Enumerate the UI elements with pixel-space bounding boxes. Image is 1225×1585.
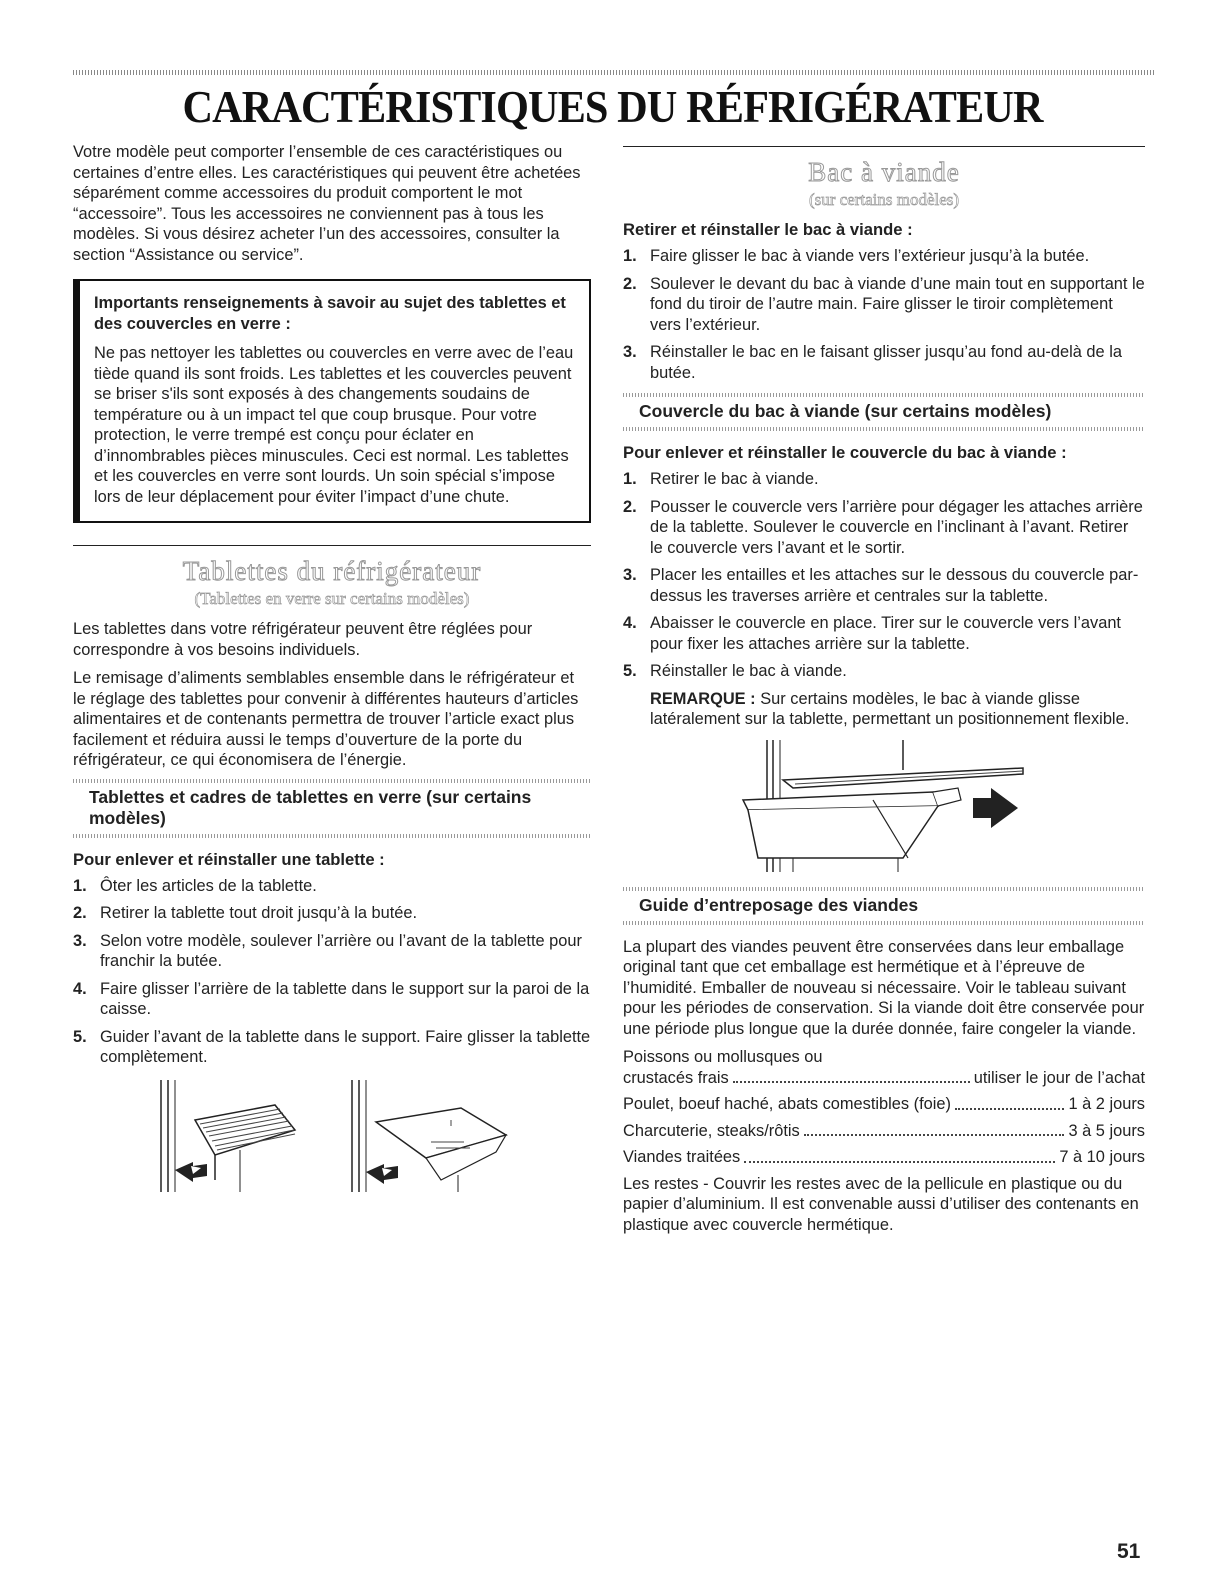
list-item: 4. Abaisser le couvercle en place. Tirer sur le couvercle vers l’avant pour fixer les attaches arrière sur la tablette. xyxy=(623,614,1121,653)
meat-drawer-illustration xyxy=(733,740,1033,875)
shelves-subtitle: (Tablettes en verre sur certains modèles) xyxy=(194,589,470,608)
storage-table xyxy=(623,1068,1145,1168)
table-row: Poulet, boeuf haché, abats comestibles (foie) 1 à 2 jours xyxy=(623,1095,1145,1113)
top-rule xyxy=(73,70,1155,75)
meat-drawer-title: Bac à viande xyxy=(808,157,960,187)
list-item: 5. Réinstaller le bac à viande. REMARQUE : Sur certains modèles, le bac à viande glisse latéralement sur la tablette, permettant un positionnement flexible. xyxy=(623,661,1145,730)
shelves-title: Tablettes du réfrigérateur xyxy=(182,556,482,586)
glass-shelf-illustration xyxy=(346,1080,511,1195)
section-divider xyxy=(623,146,1145,147)
list-item: 2. Retirer la tablette tout droit jusqu’à la butée. xyxy=(73,904,418,922)
list-item: 2. Pousser le couvercle vers l’arrière pour dégager les attaches arrière de la tablette. Soulever le couvercle en l’inclinant à l’avant. Retirer le couvercle vers l’avant et le sortir. xyxy=(623,497,1143,557)
wire-shelf-illustration xyxy=(155,1080,310,1195)
glass-notice-body: Ne pas nettoyer les tablettes ou couvercles en verre avec de l’eau tiède quand ils sont froids. Les tablettes et les couvercles peuvent se briser s'ils sont exposés à des changements soudains de température ou à un impact tel que coup brusque. Pour votre protection, le verre trempé est conçu pour éclater en d’innombrables pièces minuscules. Ceci est normal. Les tablettes et les couvercles en verre sont lourds. Un soin spécial s’impose lors de leur déplacement pour éviter l’impact d’une chute. xyxy=(94,344,574,506)
shelves-para-2: Le remisage d’aliments semblables ensemble dans le réfrigérateur et le réglage des tablettes pour convenir à différentes hauteurs d’articles alimentaires et de contenants permettra de trouver l’article exact plus facilement et réduira aussi le temps d’ouverture de la porte du réfrigérateur, ce qui économisera de l’énergie. xyxy=(73,669,579,769)
table-row: Viandes traitées 7 à 10 jours xyxy=(623,1148,1145,1166)
list-item: 1. Faire glisser le bac à viande vers l’extérieur jusqu’à la butée. xyxy=(623,247,1090,265)
cover-procedure-heading: Pour enlever et réinstaller le couvercle du bac à viande : xyxy=(623,443,1067,462)
glass-notice-heading: Importants renseignements à savoir au sujet des tablettes et des couvercles en verre : xyxy=(94,294,566,333)
list-item: 2. Soulever le devant du bac à viande d’une main tout en supportant le fond du tiroir de l’autre main. Faire glisser le tiroir complètement vers l’extérieur. xyxy=(623,274,1145,334)
meat-drawer-procedure-heading: Retirer et réinstaller le bac à viande : xyxy=(623,220,913,239)
shelves-subhead: Tablettes et cadres de tablettes en verre (sur certains modèles) xyxy=(89,786,532,828)
remark-label: REMARQUE : xyxy=(650,689,756,708)
list-item: 5. Guider l’avant de la tablette dans le support. Faire glisser la tablette complètement. xyxy=(73,1027,591,1066)
shelves-subhead-band xyxy=(73,779,591,838)
page-title: CARACTÉRISTIQUES DU RÉFRIGÉRATEUR xyxy=(182,81,1043,132)
table-row: crustacés frais utiliser le jour de l’achat xyxy=(623,1068,1145,1087)
meat-drawer-steps xyxy=(623,246,1145,383)
list-item: 1. Ôter les articles de la tablette. xyxy=(73,876,317,895)
meat-guide-subhead: Guide d’entreposage des viandes xyxy=(639,894,919,915)
cover-subhead: Couvercle du bac à viande (sur certains modèles) xyxy=(639,401,1052,421)
list-item: 3. Réinstaller le bac en le faisant glisser jusqu’au fond au-delà de la butée. xyxy=(623,343,1122,382)
leftovers-paragraph: Les restes - Couvrir les restes avec de la pellicule en plastique ou du papier d’aluminium. Il est convenable aussi d’utiliser des contenants en plastique avec couvercle hermétique. xyxy=(623,1174,1139,1234)
remark-text: Sur certains modèles, le bac à viande glisse latéralement sur la tablette, permettant un positionnement flexible. xyxy=(650,689,1130,728)
shelves-para-1: Les tablettes dans votre réfrigérateur peuvent être réglées pour correspondre à vos besoins individuels. xyxy=(73,620,533,659)
meat-guide-paragraph: La plupart des viandes peuvent être conservées dans leur emballage original tant que cet emballage est hermétique et à l’épreuve de l’humidité. Emballer de nouveau si nécessaire. Voir le tableau suivant pour les périodes de conservation. Si la viande doit être conservée pour une période plus longue que la durée donnée, faire congeler la viande. xyxy=(623,937,1145,1038)
shelves-steps xyxy=(73,876,591,1068)
table-row: Charcuterie, steaks/rôtis 3 à 5 jours xyxy=(623,1121,1145,1140)
shelves-procedure-heading: Pour enlever et réinstaller une tablette : xyxy=(73,849,385,869)
glass-notice-box xyxy=(73,279,591,523)
fish-line: Poissons ou mollusques ou xyxy=(623,1048,823,1066)
page-number: 51 xyxy=(1117,1540,1141,1563)
remark-note xyxy=(650,689,1145,730)
meat-drawer-subtitle: (sur certains modèles) xyxy=(808,190,960,209)
left-column xyxy=(73,142,591,1195)
list-item: 3. Placer les entailles et les attaches sur le dessous du couvercle par-dessus les traverses arrière et centrales sur la tablette. xyxy=(623,566,1139,605)
list-item: 1. Retirer le bac à viande. xyxy=(623,470,819,488)
cover-subhead-band xyxy=(623,393,1145,431)
section-divider xyxy=(73,545,591,546)
intro-paragraph: Votre modèle peut comporter l’ensemble de ces caractéristiques ou certaines d’entre elles. Les caractéristiques qui peuvent être achetées séparément comme accessoires du produit comportent le mot “accessoire”. Tous les accessoires ne conviennent pas à tous les modèles. Si vous désirez acheter l’un des accessoires, consulter la section “Assistance ou service”. xyxy=(73,143,581,264)
cover-steps xyxy=(623,469,1145,730)
meat-guide-subhead-band xyxy=(623,887,1145,925)
list-item: 4. Faire glisser l’arrière de la tablette dans le support sur la paroi de la caisse. xyxy=(73,979,590,1018)
right-column xyxy=(623,142,1145,1243)
list-item: 3. Selon votre modèle, soulever l’arrière ou l’avant de la tablette pour franchir la butée. xyxy=(73,931,582,970)
